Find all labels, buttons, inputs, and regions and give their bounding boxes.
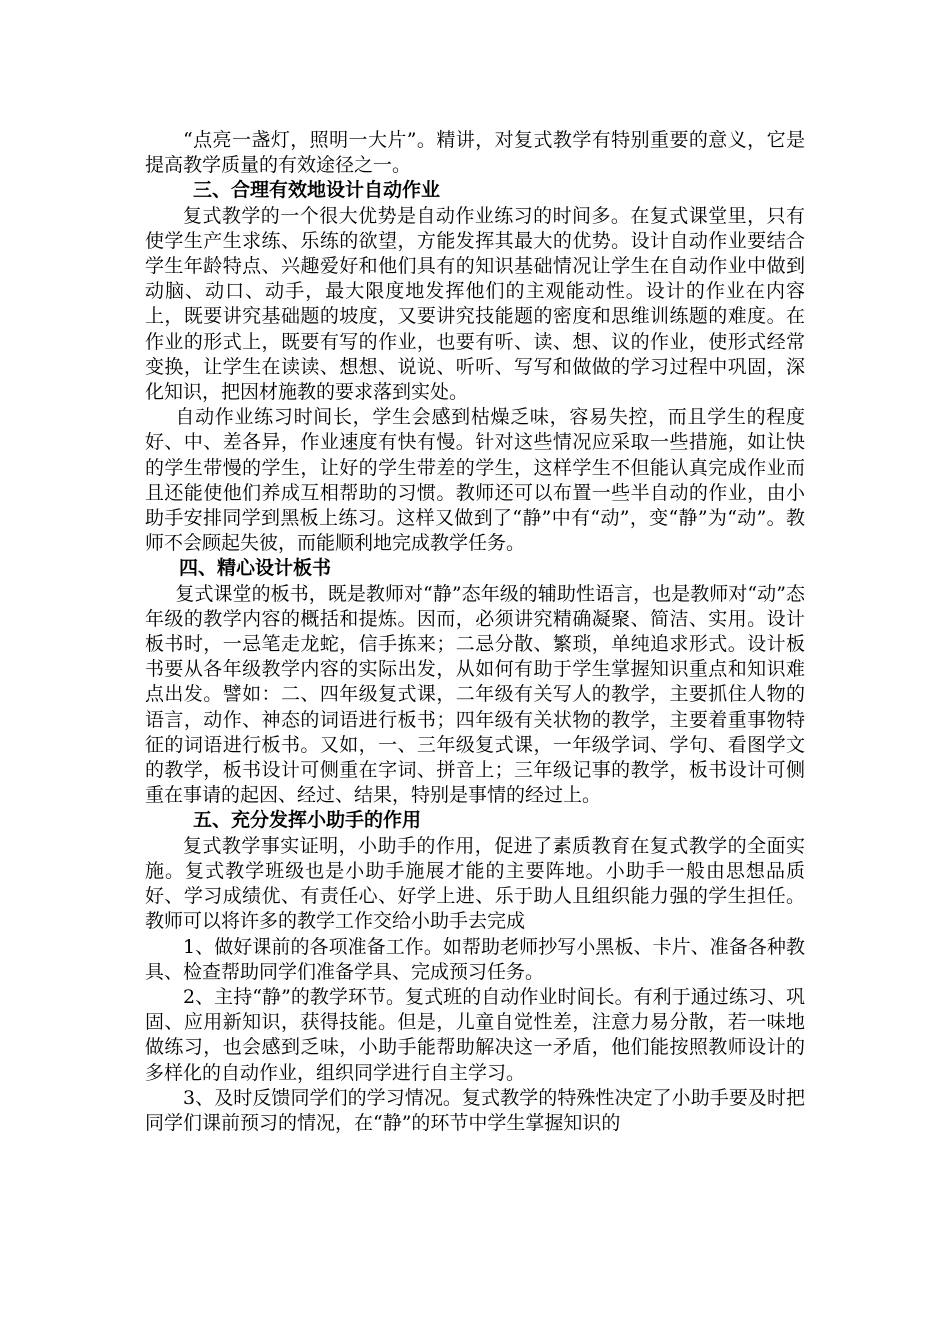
paragraph-assistant-intro: 复式教学事实证明，小助手的作用，促进了素质教育在复式教学的全面实施。复式教学班级也是小助手施展才能的主要阵地。小助手一般由思想品质好、学习成绩优、有责任心、好学上进、乐于助人且组织能力强的学生担任。教师可以将许多的教学工作交给小助手去完成 <box>145 834 805 933</box>
section-heading-3: 三、合理有效地设计自动作业 <box>193 179 441 202</box>
paragraph-intro: “点亮一盏灯，照明一大片”。精讲，对复式教学有特别重要的意义，它是提高教学质量的有效途径之一。 <box>145 129 805 177</box>
document-page <box>145 128 805 1136</box>
list-item-2: 2、主持“静”的教学环节。复式班的自动作业时间长。有利于通过练习、巩固、应用新知识，获得技能。但是，儿童自觉性差，注意力易分散，若一味地做练习，也会感到乏味，小助手能帮助解决这一矛盾，他们能按照教师设计的多样化的自动作业，组织同学进行自主学习。 <box>145 985 805 1084</box>
paragraph-homework-practice: 自动作业练习时间长，学生会感到枯燥乏味，容易失控，而且学生的程度好、中、差各异，作业速度有快有慢。针对这些情况应采取一些措施，如让快的学生带慢的学生，让好的学生带差的学生，这样学生不但能认真完成作业而且还能使他们养成互相帮助的习惯。教师还可以布置一些半自动的作业，由小助手安排同学到黑板上练习。这样又做到了“静”中有“动”，变“静”为“动”。教师不会顾起失彼，而能顺利地完成教学任务。 <box>145 406 805 555</box>
section-heading-5: 五、充分发挥小助手的作用 <box>193 809 422 832</box>
paragraph-homework-design: 复式教学的一个很大优势是自动作业练习的时间多。在复式课堂里，只有使学生产生求练、乐练的欲望，方能发挥其最大的优势。设计自动作业要结合学生年龄特点、兴趣爱好和他们具有的知识基础情况让学生在自动作业中做到动脑、动口、动手，最大限度地发挥他们的主观能动性。设计的作业在内容上，既要讲究基础题的坡度，又要讲究技能题的密度和思维训练题的难度。在作业的形式上，既要有写的作业，也要有听、读、想、议的作业，使形式经常变换，让学生在读读、想想、说说、听听、写写和做做的学习过程中巩固，深化知识，把因材施教的要求落到实处。 <box>145 204 805 404</box>
section-heading-4: 四、精心设计板书 <box>179 557 332 580</box>
paragraph-blackboard: 复式课堂的板书，既是教师对“静”态年级的辅助性语言，也是教师对“动”态年级的教学内容的概括和提炼。因而，必须讲究精确凝聚、简洁、实用。设计板书时，一忌笔走龙蛇，信手拣来；二忌分散、繁琐，单纯追求形式。设计板书要从各年级教学内容的实际出发，从如何有助于学生掌握知识重点和知识难点出发。譬如：二、四年级复式课，二年级有关写人的教学，主要抓住人物的语言，动作、神态的词语进行板书；四年级有关状物的教学，主要着重事物特征的词语进行板书。又如，一、三年级复式课，一年级学词、学句、看图学文的教学，板书设计可侧重在字词、拼音上；三年级记事的教学，板书设计可侧重在事请的起因、经过、结果，特别是事情的经过上。 <box>145 582 805 807</box>
list-item-1: 1、做好课前的各项准备工作。如帮助老师抄写小黑板、卡片、准备各种教具、检查帮助同学们准备学具、完成预习任务。 <box>145 935 805 983</box>
list-item-3: 3、及时反馈同学们的学习情况。复式教学的特殊性决定了小助手要及时把同学们课前预习的情况，在“静”的环节中学生掌握知识的 <box>145 1086 805 1134</box>
